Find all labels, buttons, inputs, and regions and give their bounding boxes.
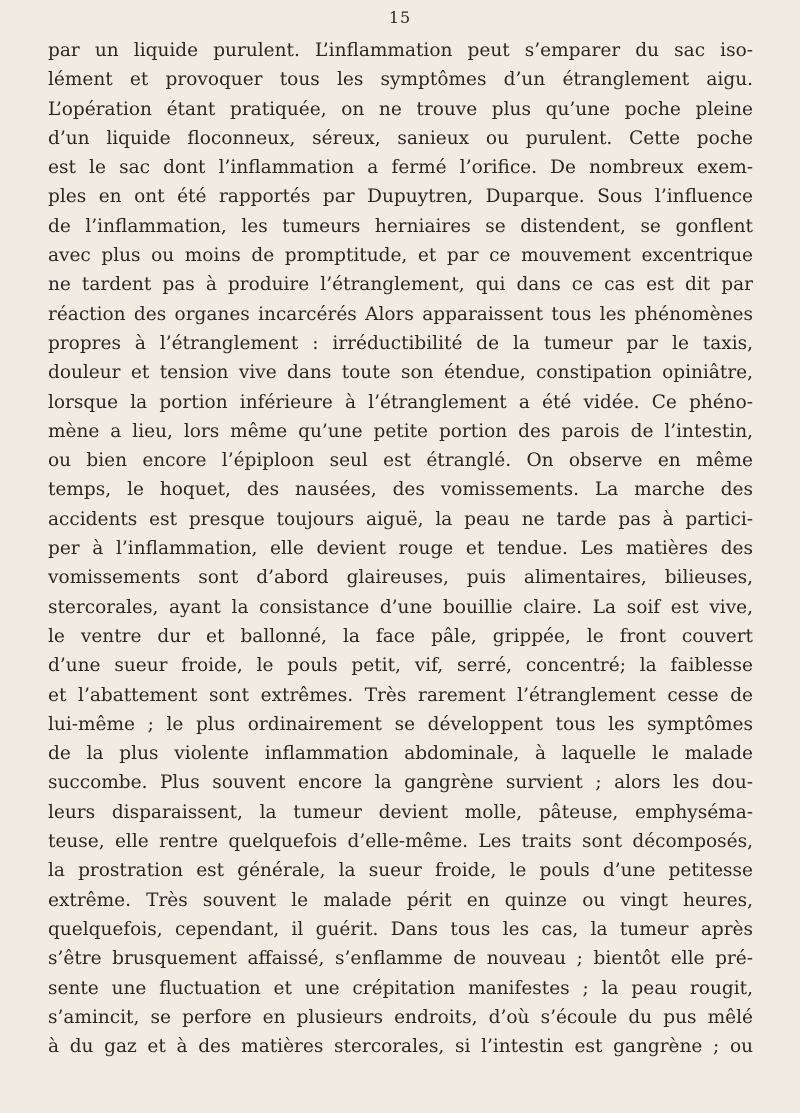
body-text (48, 36, 753, 1061)
text-line: leurs disparaissent, la tumeur devient molle, pâteuse, emphyséma- (48, 801, 753, 823)
text-line: mène a lieu, lors même qu’une petite portion des parois de l’intestin, (48, 420, 753, 442)
text-line: lorsque la portion inférieure à l’étranglement a été vidée. Ce phéno- (48, 391, 753, 413)
text-line: et l’abattement sont extrêmes. Très rarement l’étranglement cesse de (48, 684, 753, 706)
text-line: la prostration est générale, la sueur froide, le pouls d’une petitesse (48, 860, 753, 882)
text-line: douleur et tension vive dans toute son étendue, constipation opiniâtre, (48, 362, 753, 384)
text-line: ne tardent pas à produire l’étranglement, qui dans ce cas est dit par (48, 274, 753, 296)
text-line: s’amincit, se perfore en plusieurs endroits, d’où s’écoule du pus mêlé (48, 1006, 753, 1028)
text-line: temps, le hoquet, des nausées, des vomissements. La marche des (48, 479, 753, 501)
text-line: par un liquide purulent. L’inflammation peut s’emparer du sac iso- (48, 40, 753, 61)
text-line: réaction des organes incarcérés Alors apparaissent tous les phénomènes (48, 303, 753, 325)
text-line: lément et provoquer tous les symptômes d’un étranglement aigu. (48, 69, 753, 91)
text-line: de l’inflammation, les tumeurs herniaires se distendent, se gonflent (48, 215, 753, 237)
text-line: lui-même ; le plus ordinairement se développent tous les symptômes (48, 713, 753, 735)
text-line: d’un liquide floconneux, séreux, sanieux ou purulent. Cette poche (48, 127, 753, 149)
text-line: s’être brusquement affaissé, s’enflamme de nouveau ; bientôt elle pré- (48, 948, 753, 970)
text-line: per à l’inflammation, elle devient rouge et tendue. Les matières des (48, 538, 753, 560)
text-line: quelquefois, cependant, il guérit. Dans tous les cas, la tumeur après (48, 918, 753, 940)
text-line: extrême. Très souvent le malade périt en quinze ou vingt heures, (48, 889, 753, 911)
text-line: ou bien encore l’épiploon seul est étranglé. On observe en même (48, 450, 753, 472)
text-line: propres à l’étranglement : irréductibilité de la tumeur par le taxis, (48, 332, 753, 354)
text-line: teuse, elle rentre quelquefois d’elle-même. Les traits sont décomposés, (48, 831, 753, 853)
text-line: sente une fluctuation et une crépitation manifestes ; la peau rougit, (48, 977, 753, 999)
text-line: avec plus ou moins de promptitude, et par ce mouvement excentrique (48, 245, 753, 267)
text-line: à du gaz et à des matières stercorales, si l’intestin est gangrène ; ou (48, 1036, 753, 1058)
page-number: 15 (388, 8, 412, 27)
text-line: accidents est presque toujours aiguë, la peau ne tarde pas à partici- (48, 508, 753, 530)
text-line: de la plus violente inflammation abdominale, à laquelle le malade (48, 743, 753, 765)
text-line: le ventre dur et ballonné, la face pâle, grippée, le front couvert (48, 625, 753, 647)
text-line: L’opération étant pratiquée, on ne trouve plus qu’une poche pleine (48, 98, 753, 120)
text-line: ples en ont été rapportés par Dupuytren, Duparque. Sous l’influence (48, 186, 753, 208)
text-line: succombe. Plus souvent encore la gangrène survient ; alors les dou- (48, 772, 753, 794)
text-line: d’une sueur froide, le pouls petit, vif, serré, concentré; la faiblesse (48, 655, 753, 677)
text-line: vomissements sont d’abord glaireuses, puis alimentaires, bilieuses, (48, 567, 753, 589)
text-line: est le sac dont l’inflammation a fermé l’orifice. De nombreux exem- (48, 157, 753, 179)
text-line: stercorales, ayant la consistance d’une bouillie claire. La soif est vive, (48, 596, 753, 618)
